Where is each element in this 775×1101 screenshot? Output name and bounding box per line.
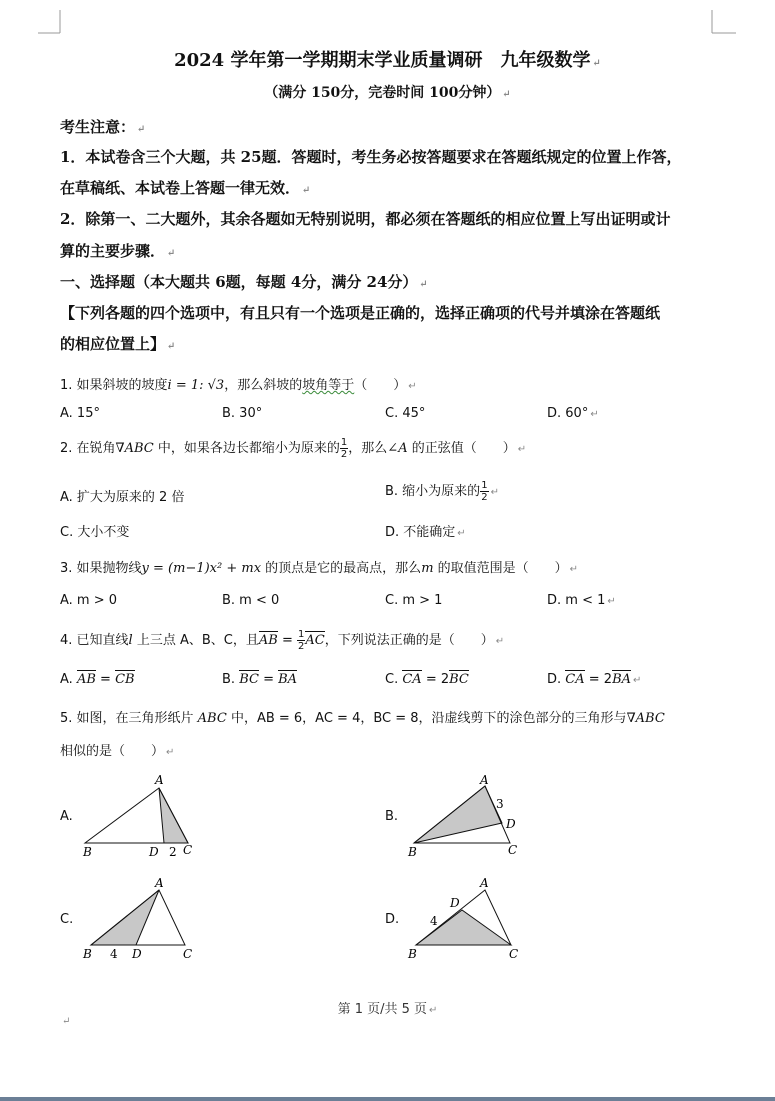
notice-heading: 考生注意： ↵ xyxy=(60,118,146,136)
question-4-option-a: A. AB = CB xyxy=(60,672,135,687)
notice-item-1-line-1: 1．本试卷含三个大题，共 25题．答题时，考生务必按答题要求在答题纸规定的位置上作答， xyxy=(60,148,682,166)
figure-b-label-c: C xyxy=(508,843,518,857)
figure-a-label-c: C xyxy=(183,843,193,857)
question-4: 4. 已知直线l 上三点 A、B、C，且AB = $\frac{1}{2}$ AC，下列说法正确的是（ ） ↵ xyxy=(60,629,505,652)
question-5-figure-d xyxy=(400,874,540,966)
question-4-option-d: D. CA = 2BA ↵ xyxy=(547,672,642,687)
question-3-formula: y = (m−1)x² + mx xyxy=(141,561,262,576)
figure-a-label-b: B xyxy=(83,845,92,859)
corner-mark-right xyxy=(708,10,738,40)
figure-b-label-b: B xyxy=(408,845,417,859)
figure-b-label-d: D xyxy=(506,817,516,831)
figure-d-length-4: 4 xyxy=(430,914,438,928)
figure-b-length-3: 3 xyxy=(496,797,504,811)
question-5-line-1: 5. 如图，在三角形纸片 ABC 中，AB = 6，AC = 4，BC = 8，沿虚线剪下的涂色部分的三角形与∇ABC xyxy=(60,711,665,726)
section-1-heading: 一、选择题（本大题共 6题，每题 4分，满分 24分） ↵ xyxy=(60,273,428,291)
question-3-option-d: D. m < 1 ↵ xyxy=(547,593,616,608)
figure-c-label-d: D xyxy=(132,947,142,961)
bottom-bar xyxy=(0,1097,775,1101)
figure-c-label-a: A xyxy=(155,876,164,890)
figure-d-label-a: A xyxy=(480,876,489,890)
question-1-option-d: D. 60° ↵ xyxy=(547,406,599,421)
question-3-option-c: C. m > 1 xyxy=(385,593,443,608)
notice-item-2-line-2: 算的主要步骤． ↵ xyxy=(60,242,176,260)
question-1-option-a: A. 15° xyxy=(60,406,100,421)
figure-c-length-4: 4 xyxy=(110,947,118,961)
figure-d-label-d: D xyxy=(450,896,460,910)
question-2-option-c: C. 大小不变 xyxy=(60,525,130,540)
question-4-option-b: B. BC = BA xyxy=(222,672,298,687)
figure-a-label-a: A xyxy=(155,773,164,787)
notice-item-2-line-1: 2．除第一、二大题外，其余各题如无特别说明，都必须在答题纸的相应位置上写出证明或计 xyxy=(60,210,671,228)
question-5-option-d-label: D. xyxy=(385,912,400,927)
figure-b-label-a: A xyxy=(480,773,489,787)
question-3-option-b: B. m < 0 xyxy=(222,593,280,608)
figure-a-label-d: D xyxy=(149,845,159,859)
section-1-instruction-line-1: 【下列各题的四个选项中，有且只有一个选项是正确的，选择正确项的代号并填涂在答题纸 xyxy=(60,304,661,322)
question-2-option-d: D. 不能确定 ↵ xyxy=(385,525,466,540)
figure-d-label-b: B xyxy=(408,947,417,961)
notice-item-1-line-2: 在草稿纸、本试卷上答题一律无效． ↵ xyxy=(60,179,311,197)
figure-c-label-b: B xyxy=(83,947,92,961)
question-2-option-a: A. 扩大为原来的 2 倍 xyxy=(60,490,185,505)
question-1-option-c: C. 45° xyxy=(385,406,426,421)
page-subtitle: （满分 150分，完卷时间 100分钟） ↵ xyxy=(264,85,511,101)
question-5-line-2: 相似的是（ ） ↵ xyxy=(60,744,175,759)
question-1: 1. 如果斜坡的坡度i = 1: √3，那么斜坡的坡角等于（ ） ↵ xyxy=(60,378,417,393)
question-1-option-b: B. 30° xyxy=(222,406,263,421)
question-3-option-a: A. m > 0 xyxy=(60,593,118,608)
question-5-option-c-label: C. xyxy=(60,912,74,927)
page-title: 2024 学年第一学期期末学业质量调研 九年级数学 ↵ xyxy=(174,50,601,71)
question-2-option-b: B. 缩小为原来的 $\frac{1}{2}$ ↵ xyxy=(385,480,499,503)
corner-mark-left xyxy=(38,10,68,40)
fraction-one-half: $\frac{1}{2}$ xyxy=(340,437,348,460)
question-5-figure-b xyxy=(400,770,540,862)
question-2: 2. 在锐角∇ABC 中，如果各边长都缩小为原来的 $\frac{1}{2}$ ，那么∠A 的正弦值（ ） ↵ xyxy=(60,437,527,460)
page-footer: 第 1 页/共 5 页 ↵ xyxy=(337,1002,438,1017)
paragraph-mark: ↵ xyxy=(62,1016,71,1027)
question-5-option-a-label: A. xyxy=(60,809,73,824)
question-1-formula: i = 1: √3 xyxy=(167,378,225,393)
question-3: 3. 如果抛物线y = (m−1)x² + mx 的顶点是它的最高点，那么m 的取值范围是（ ） ↵ xyxy=(60,561,579,576)
figure-a-length-2: 2 xyxy=(169,845,177,859)
fraction-one-half: $\frac{1}{2}$ xyxy=(298,629,305,652)
fraction-one-half: $\frac{1}{2}$ xyxy=(481,480,488,503)
question-5-option-b-label: B. xyxy=(385,809,399,824)
section-1-instruction-line-2: 的相应位置上】 ↵ xyxy=(60,335,176,353)
figure-d-label-c: C xyxy=(509,947,519,961)
question-4-option-c: C. CA = 2BC xyxy=(385,672,469,687)
question-5-figure-a xyxy=(75,770,205,862)
figure-c-label-c: C xyxy=(183,947,193,961)
question-5-figure-c xyxy=(75,874,205,966)
